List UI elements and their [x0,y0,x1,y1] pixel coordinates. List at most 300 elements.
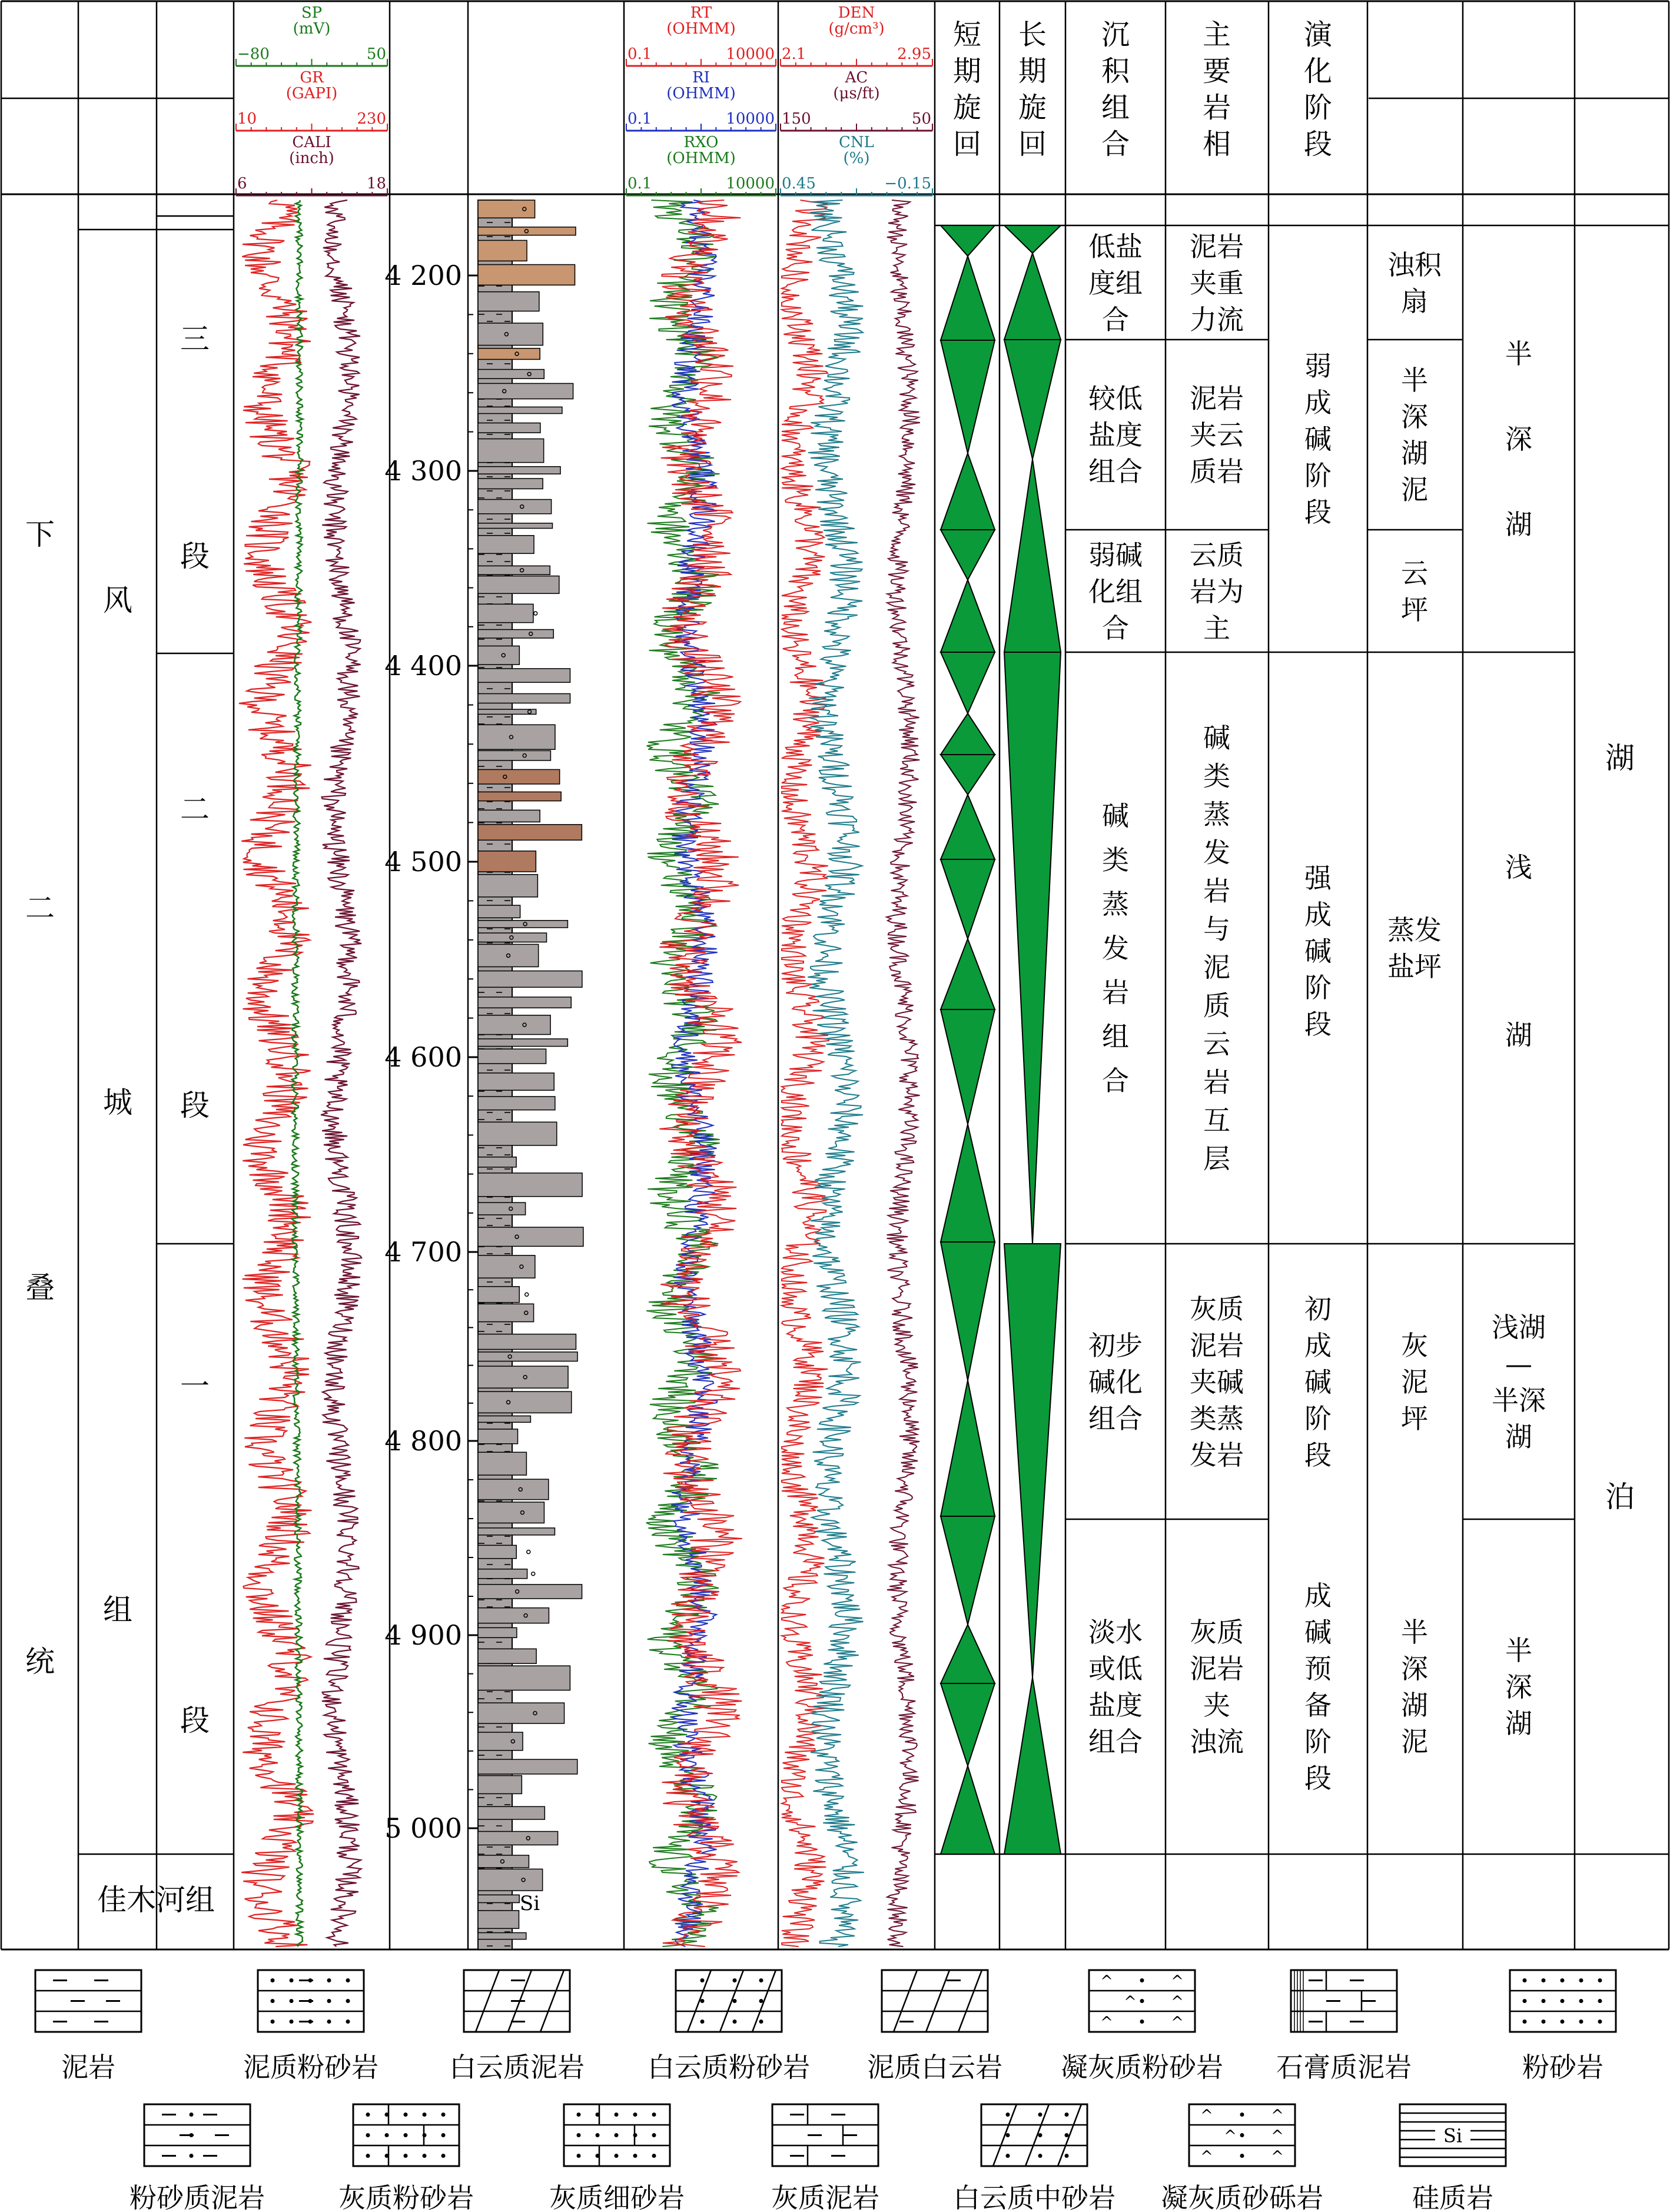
formation-label: 城 [103,1085,132,1120]
assemblage-text: 岩 [1102,977,1129,1008]
log-unit: (OHMM) [666,20,736,38]
stage-text: 备 [1304,1689,1332,1721]
microfacies-text: 云 [1401,557,1428,589]
lithology-bed [478,1869,543,1891]
svg-text:^: ^ [1224,2127,1237,2145]
series-label: 统 [25,1645,55,1679]
lithology-bed [478,576,559,594]
lithofacies-text: 与 [1203,913,1230,945]
stage-text: 段 [1304,1008,1332,1040]
lithology-bed [478,1352,577,1361]
short-cycle-triangle [941,939,995,1009]
microfacies-text: 坪 [1401,1403,1428,1434]
depth-tick-label: 4 300 [384,455,462,487]
short-cycle-triangle [941,859,995,939]
lithology-bed [478,905,520,918]
lithology-bed [478,921,567,928]
member-label: 段 [180,1088,210,1122]
header-assemblage: 组 [1101,91,1130,124]
microfacies-text: 湖 [1401,437,1428,469]
lithology-bed [478,725,555,749]
assemblage-text: 组合 [1088,1403,1143,1434]
stage-text: 段 [1304,1439,1332,1471]
microfacies-text: 深 [1401,1653,1428,1685]
lithology-bed [478,407,562,413]
assemblage-text: 盐度 [1088,419,1143,451]
lithology-grain [525,1293,529,1296]
stage-text: 阶 [1304,460,1332,491]
lithology-bed [478,669,570,682]
stage-text: 段 [1304,1762,1332,1794]
legend-item-mudstone [35,1970,141,2083]
subfacies-text: 湖 [1505,509,1532,540]
header-evolution-stage: 段 [1303,128,1333,161]
depth-tick-label: 4 400 [384,650,462,682]
lithology-bed [478,423,540,433]
lithology-grain [532,1572,535,1576]
lithofacies-text: 质岩 [1190,456,1244,487]
lithology-bed [478,1039,567,1047]
legend-label: 凝灰质粉砂岩 [1061,2051,1223,2083]
lithology-bed [478,997,571,1008]
header-assemblage: 积 [1101,55,1130,88]
legend-item-dolomitic-medium-sandstone [953,2104,1115,2212]
header-short-cycle: 旋 [952,91,982,124]
depth-tick-label: 4 700 [384,1236,462,1268]
lithology-legend [35,1970,1616,2212]
lithology-bed [478,1933,526,1939]
well-log-curves [239,200,920,1947]
lithology-bed [478,323,543,346]
lithology-bed [478,1545,516,1558]
lithology-bed [478,348,540,360]
header-main-lithofacies: 主 [1202,18,1231,51]
lithology-bed [478,1015,550,1035]
lithology-bed [478,1452,526,1475]
lithology-bed [478,1479,549,1500]
log-min: 0.1 [628,110,652,128]
lithology-bed [478,1073,554,1090]
lithology-bed [478,750,550,760]
log-unit: (GAPI) [285,85,338,102]
log-min: 6 [237,175,247,192]
lithology-bed [478,1173,582,1197]
legend-item-tuffaceous-glutenite [1161,2104,1323,2212]
legend-item-tuffaceous-siltstone [1061,1970,1223,2083]
stage-text: 成 [1304,1330,1332,1361]
member-label: 段 [180,1703,210,1738]
long-cycle-triangle [1004,225,1061,253]
header-short-cycle: 短 [952,18,982,51]
subfacies-text: 半 [1505,1635,1532,1666]
log-name: RI [692,69,710,87]
lithofacies-text: 云 [1203,1028,1230,1060]
lithology-bed [478,1608,549,1623]
lithofacies-text: 互 [1203,1104,1230,1137]
log-max: 10000 [726,45,775,63]
microfacies-text: 灰 [1401,1330,1428,1361]
depth-tick-label: 4 500 [384,846,462,878]
member-label: 二 [180,792,210,826]
stage-text: 预 [1304,1653,1332,1685]
lithology-bed [478,1502,544,1523]
lithofacies-text: 蒸 [1203,798,1230,831]
series-label: 叠 [25,1271,55,1305]
short-cycle-triangle [941,755,995,795]
legend-label: 灰质细砂岩 [549,2182,685,2212]
legend-swatch [35,1970,141,2032]
legend-label: 灰质粉砂岩 [338,2182,474,2212]
depth-tick-label: 4 200 [384,260,462,291]
lithofacies-text: 类 [1203,760,1230,792]
lithology-bed [478,1831,558,1845]
microfacies-text: 盐坪 [1387,951,1442,982]
lithology-bed [478,1649,536,1663]
lithology-bed [478,240,527,261]
lithology-bed [478,467,560,474]
lithology-bed [478,851,536,872]
lithofacies-text: 夹碱 [1190,1366,1244,1398]
log-min: −80 [237,45,270,63]
assemblage-text: 组合 [1088,456,1143,487]
log-max: 230 [357,110,386,128]
interpretation-columns [1088,231,1635,1794]
lithology-bed [478,769,560,784]
gr-curve [239,200,314,1947]
vertical-headers [953,18,1334,161]
stage-text: 阶 [1304,1403,1332,1434]
header-evolution-stage: 演 [1303,18,1333,51]
assemblage-text: 化组 [1088,576,1143,607]
log-name: DEN [838,4,875,22]
legend-item-calcareous-siltstone [338,2104,474,2212]
legend-label: 泥岩 [61,2051,115,2083]
assemblage-text: 碱 [1102,800,1129,832]
header-assemblage: 沉 [1101,18,1130,51]
legend-item-dolomitic-siltstone [648,1970,810,2083]
microfacies-text: 蒸发 [1387,914,1442,946]
lithology-bed [478,875,537,897]
lithofacies-text: 浊流 [1190,1726,1244,1758]
stage-text: 碱 [1304,935,1332,967]
microfacies-text: 湖 [1401,1689,1428,1721]
short-cycle-triangle [941,530,995,580]
subfacies-text: 浅 [1505,851,1532,884]
subfacies-text: 浅湖 [1492,1311,1546,1343]
lithofacies-text: 力流 [1190,304,1244,336]
assemblage-text: 初步 [1088,1330,1143,1361]
lithofacies-text: 岩 [1203,1066,1230,1098]
stage-text: 阶 [1304,972,1332,1004]
assemblage-text: 蒸 [1102,888,1129,920]
svg-text:^: ^ [1271,2107,1284,2125]
legend-swatch [772,2104,878,2166]
lithology-bed [478,500,552,514]
assemblage-text: 盐度 [1088,1689,1143,1721]
lithology-bed [478,1528,555,1535]
den-curve [782,200,829,1947]
lithology-bed [478,1806,545,1819]
subfacies-text: — [1505,1348,1532,1380]
lithofacies-text: 岩 [1203,875,1230,907]
lithology-bed [478,1569,527,1579]
lithology-bed [478,1391,572,1413]
svg-text:^: ^ [1271,2148,1284,2166]
short-cycle-triangle [941,256,995,340]
log-min: 150 [782,110,811,128]
lithology-bed [478,630,553,638]
legend-swatch [144,2104,250,2166]
lithology-bed [478,1097,555,1110]
header-short-cycle: 期 [952,55,982,88]
legend-label: 泥质白云岩 [867,2051,1002,2083]
svg-text:^: ^ [1200,2148,1213,2166]
short-cycle-triangle [941,795,995,859]
lithology-bed [478,1416,530,1422]
log-max: 10000 [726,175,775,192]
svg-text:^: ^ [1124,1993,1137,2011]
subfacies-text: 半 [1505,338,1532,370]
lithology-bed [478,1122,557,1145]
microfacies-text: 半 [1401,364,1428,396]
legend-label: 白云质中砂岩 [953,2182,1115,2212]
depth-tick-label: 4 600 [384,1041,462,1073]
short-cycle-triangle [941,652,995,713]
long-cycle-triangle [1004,340,1061,459]
lithofacies-text: 泥岩 [1190,231,1244,263]
short-cycle-triangle [941,713,995,755]
stage-text: 阶 [1304,1726,1332,1758]
assemblage-text: 弱碱 [1088,539,1143,571]
ac-curve [887,200,920,1947]
lithofacies-text: 类蒸 [1190,1403,1244,1434]
stage-text: 碱 [1304,1616,1332,1648]
depth-tick-label: 5 000 [384,1812,462,1844]
header-long-cycle: 旋 [1018,91,1047,124]
formation-label: 组 [103,1593,132,1627]
lithology-grain [534,612,537,615]
lithology-bed [478,1911,519,1928]
lithology-bed [478,227,576,235]
stage-text: 碱 [1304,1366,1332,1398]
lithofacies-text: 灰质 [1190,1616,1244,1648]
lithofacies-text: 主 [1203,612,1230,644]
lithology-bed [478,292,539,311]
short-cycle-triangle [941,1009,995,1124]
lithology-bed [478,1157,516,1167]
lithology-bed [478,1666,570,1690]
legend-item-muddy-dolomite [867,1970,1002,2083]
assemblage-text: 淡水 [1088,1616,1143,1648]
legend-item-dolomitic-mudstone [449,1970,585,2083]
member-label: 三 [180,322,210,356]
lithology-bed [478,792,561,801]
assemblage-text: 合 [1102,304,1129,336]
log-name: GR [300,69,324,87]
stage-text: 强 [1304,862,1332,894]
log-min: 2.1 [782,45,806,63]
lithology-bed [478,604,533,622]
series-label: 下 [25,517,55,552]
legend-label: 白云质泥岩 [449,2051,585,2083]
stage-text: 碱 [1304,423,1332,455]
legend-item-calcareous-mudstone [771,2104,879,2212]
log-unit: (mV) [293,20,331,38]
log-unit: (g/cm³) [828,20,885,38]
short-cycle-triangle [941,1766,995,1854]
lithology-bed [478,694,570,703]
assemblage-text: 度组 [1088,267,1143,299]
lithology-bed [478,1759,577,1774]
short-cycle-triangle [941,1516,995,1625]
header-assemblage: 合 [1101,128,1130,161]
log-curve-headers [236,4,932,195]
lithology-column [478,200,583,1949]
log-min: 0.1 [628,45,652,63]
legend-label: 石膏质泥岩 [1276,2051,1412,2083]
log-unit: (inch) [289,150,334,167]
header-main-lithofacies: 要 [1202,55,1231,88]
lithology-bed [478,1895,519,1902]
header-long-cycle: 期 [1018,55,1047,88]
legend-label: 泥质粉砂岩 [243,2051,379,2083]
facies-text: 湖 [1605,741,1635,775]
assemblage-text: 低盐 [1088,231,1143,263]
log-max: 2.95 [897,45,931,63]
long-cycle-triangle [1004,459,1061,652]
siliceous-marker: Si [519,1892,540,1915]
microfacies-text: 泥 [1401,1366,1428,1398]
log-name: AC [845,69,868,87]
long-cycle-triangle [1004,1678,1061,1854]
svg-text:^: ^ [1271,2127,1284,2145]
stage-text: 成 [1304,1580,1332,1612]
lithofacies-text: 发岩 [1190,1439,1244,1471]
log-max: 10000 [726,110,775,128]
legend-item-gypsum-mudstone [1276,1970,1412,2083]
lithology-bed [478,1203,526,1215]
lithology-bed [478,1776,522,1794]
legend-label: 粉砂质泥岩 [130,2182,265,2212]
short-cycle-triangle [941,225,995,256]
subfacies-text: 深 [1505,423,1532,455]
legend-item-calcareous-fine-sandstone [549,2104,685,2212]
svg-text:^: ^ [1100,2014,1113,2032]
lithology-bed [478,1585,582,1599]
cycle-triangles [941,225,1061,1854]
lithology-bed [478,825,582,840]
log-max: −0.15 [884,175,931,192]
assemblage-text: 类 [1102,844,1129,876]
lithology-bed [478,1049,546,1064]
legend-label: 灰质泥岩 [771,2182,879,2212]
stage-text: 弱 [1304,350,1332,382]
short-cycle-triangle [941,453,995,530]
lithology-bed [478,1304,534,1321]
microfacies-text: 半 [1401,1616,1428,1648]
lithofacies-text: 碱 [1203,722,1230,754]
assemblage-text: 或低 [1088,1653,1143,1685]
header-short-cycle: 回 [952,128,982,161]
log-max: 18 [366,175,386,192]
short-cycle-triangle [941,340,995,453]
lithology-bed [478,1732,523,1751]
long-cycle-triangle [1004,1244,1061,1678]
member-label: 段 [180,539,210,573]
stage-text: 成 [1304,387,1332,419]
legend-swatch [1291,1970,1397,2032]
svg-text:^: ^ [1100,1972,1113,1991]
legend-label: 白云质粉砂岩 [648,2051,810,2083]
lithofacies-text: 夹重 [1190,267,1244,299]
depth-tick-label: 4 800 [384,1425,462,1457]
legend-label: 粉砂岩 [1522,2051,1603,2083]
log-min: 0.1 [628,175,652,192]
stage-text: 初 [1304,1293,1332,1325]
facies-text: 泊 [1605,1480,1635,1514]
short-cycle-triangle [941,1625,995,1683]
microfacies-text: 扇 [1401,285,1428,317]
microfacies-text: 浊积 [1387,249,1442,281]
log-max: 50 [366,45,386,63]
legend-item-siliceous-rock [1400,2104,1506,2212]
lithofacies-text: 质 [1203,989,1230,1022]
series-label: 二 [25,891,55,925]
lithofacies-text: 云质 [1190,539,1244,571]
svg-text:^: ^ [1171,1993,1184,2011]
depth-tick-label: 4 900 [384,1619,462,1651]
log-unit: (OHMM) [666,85,736,102]
lithology-bed [478,1628,517,1638]
assemblage-text: 组 [1102,1021,1129,1052]
header-evolution-stage: 化 [1303,55,1333,88]
legend-label: 凝灰质砂砾岩 [1161,2182,1323,2212]
log-name: CNL [839,134,874,151]
lithology-bed [478,383,573,398]
legend-item-silty-mudstone [130,2104,265,2212]
microfacies-text: 坪 [1401,594,1428,626]
svg-text:^: ^ [1200,2107,1213,2125]
formation-below-label: 佳木河组 [97,1883,215,1917]
log-name: RXO [683,134,719,151]
lithology-bed [478,370,544,379]
log-name: CALI [292,134,331,151]
lithofacies-text: 泥岩 [1190,1653,1244,1685]
assemblage-text: 合 [1102,1065,1129,1097]
log-min: 0.45 [782,175,816,192]
microfacies-text: 泥 [1401,474,1428,506]
log-unit: (OHMM) [666,150,736,167]
legend-item-muddy-siltstone [243,1970,379,2083]
stage-text: 段 [1304,496,1332,528]
lithology-bed [478,523,552,529]
header-long-cycle: 回 [1018,128,1047,161]
lithology-bed [478,646,519,665]
long-cycle-triangle [1004,253,1061,340]
lithology-bed [478,1429,518,1444]
formation-label: 风 [103,583,132,617]
microfacies-text: 泥 [1401,1726,1428,1758]
lithology-bed [478,566,550,574]
lithology-bed [478,1287,519,1303]
header-main-lithofacies: 相 [1202,128,1231,161]
lithology-bed [478,944,539,966]
subfacies-text: 湖 [1505,1421,1532,1453]
lithology-bed [478,1256,535,1278]
subfacies-text: 深 [1505,1671,1532,1703]
short-cycle-triangle [941,1380,995,1516]
assemblage-text: 合 [1102,612,1129,644]
